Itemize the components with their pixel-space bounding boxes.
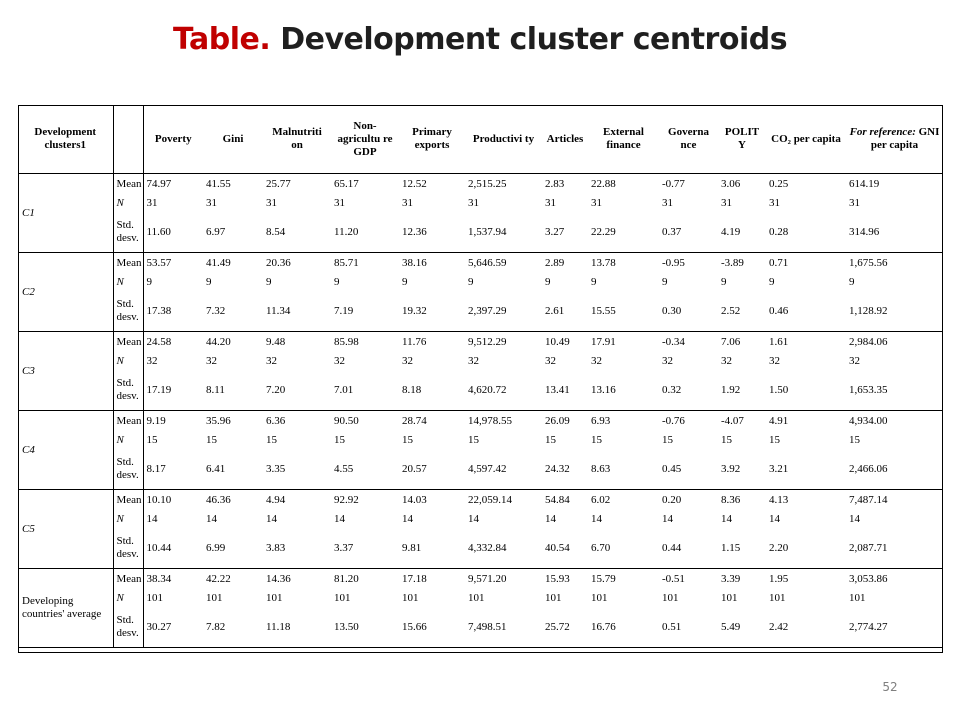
value-cell: 14 [662, 513, 673, 525]
value-cell: 2,466.06 [846, 449, 943, 490]
value-cell: 14 [849, 513, 860, 525]
value-cell: 4.13 [769, 494, 789, 506]
header-col: Poverty [143, 105, 203, 174]
value-cell: 13.16 [588, 370, 659, 411]
value-cell: 32 [769, 355, 780, 367]
value-cell: 11.34 [263, 291, 331, 332]
value-cell: 8.18 [399, 370, 465, 411]
title-prefix: Table. [172, 22, 271, 57]
value-cell: 6.93 [591, 415, 611, 427]
value-cell: 42.22 [206, 573, 231, 585]
value-cell: -0.77 [662, 178, 685, 190]
page-number: 52 [882, 680, 898, 694]
header-col: CO₂ per capita [766, 105, 846, 174]
value-cell: 101 [721, 592, 738, 604]
value-cell: 2,397.29 [465, 291, 542, 332]
value-cell: 32 [662, 355, 673, 367]
value-cell: 15 [402, 434, 413, 446]
value-cell: 7,487.14 [849, 494, 888, 506]
value-cell: 0.71 [769, 257, 789, 269]
value-cell: 9 [146, 276, 152, 288]
value-cell: 314.96 [846, 212, 943, 253]
value-cell: 85.98 [334, 336, 359, 348]
value-cell: 8.63 [588, 449, 659, 490]
value-cell: 17.38 [143, 291, 203, 332]
table-row [18, 174, 943, 195]
value-cell: 3.27 [542, 212, 588, 253]
cluster-label: C4 [18, 411, 113, 490]
table-row [18, 253, 943, 274]
value-cell: 3,053.86 [849, 573, 888, 585]
stat-label: N [113, 352, 143, 370]
value-cell: 32 [206, 355, 217, 367]
value-cell: 25.77 [266, 178, 291, 190]
value-cell: 4.94 [266, 494, 286, 506]
table-row [18, 411, 943, 432]
value-cell: 1.92 [718, 370, 766, 411]
value-cell: 14 [402, 513, 413, 525]
value-cell: 14 [591, 513, 602, 525]
value-cell: 6.99 [203, 528, 263, 569]
value-cell: 16.76 [588, 607, 659, 648]
value-cell: 17.19 [143, 370, 203, 411]
header-row [18, 105, 943, 174]
table-row [18, 569, 943, 590]
table-row [18, 291, 943, 332]
value-cell: 14 [266, 513, 277, 525]
stat-label: Mean [113, 411, 143, 432]
value-cell: 15.66 [399, 607, 465, 648]
value-cell: 12.36 [399, 212, 465, 253]
value-cell: 2.42 [766, 607, 846, 648]
page-title [0, 22, 960, 57]
value-cell: 32 [591, 355, 602, 367]
value-cell: 14 [146, 513, 158, 525]
header-ref-rest: GNI per capita [870, 126, 940, 151]
value-cell: 101 [769, 592, 786, 604]
value-cell: 32 [468, 355, 479, 367]
value-cell: 28.74 [402, 415, 427, 427]
value-cell: -0.51 [662, 573, 685, 585]
value-cell: 4,597.42 [465, 449, 542, 490]
stat-label: N [113, 510, 143, 528]
value-cell: 24.58 [146, 336, 172, 348]
value-cell: 15 [662, 434, 673, 446]
value-cell: 15 [206, 434, 217, 446]
value-cell: 14 [721, 513, 732, 525]
value-cell: 32 [334, 355, 345, 367]
header-col: POLIT Y [718, 105, 766, 174]
value-cell: 31 [849, 197, 860, 209]
value-cell: 85.71 [334, 257, 359, 269]
value-cell: -0.34 [662, 336, 685, 348]
value-cell: 14 [206, 513, 217, 525]
value-cell: 32 [402, 355, 413, 367]
stat-label: Std. desv. [113, 449, 143, 490]
table-row [18, 490, 943, 511]
value-cell: 9 [591, 276, 597, 288]
value-cell: -0.95 [662, 257, 685, 269]
value-cell: 2.89 [545, 257, 565, 269]
value-cell: 10.44 [143, 528, 203, 569]
value-cell: 9 [769, 276, 775, 288]
value-cell: 3.92 [718, 449, 766, 490]
header-cluster: Development clusters1 [18, 105, 113, 174]
value-cell: 1.61 [769, 336, 789, 348]
value-cell: 14 [769, 513, 780, 525]
value-cell: 92.92 [334, 494, 359, 506]
value-cell: 65.17 [334, 178, 359, 190]
value-cell: 4.55 [331, 449, 399, 490]
value-cell: 0.25 [769, 178, 789, 190]
value-cell: 11.18 [263, 607, 331, 648]
cluster-label: C3 [18, 332, 113, 411]
value-cell: 101 [402, 592, 419, 604]
header-col: Non- agricultu re GDP [331, 105, 399, 174]
value-cell: 1.50 [766, 370, 846, 411]
value-cell: 2,774.27 [846, 607, 943, 648]
value-cell: 12.52 [402, 178, 427, 190]
value-cell: 2.83 [545, 178, 565, 190]
table-body [18, 174, 943, 648]
value-cell: 7.01 [331, 370, 399, 411]
value-cell: 32 [721, 355, 732, 367]
value-cell: 8.17 [143, 449, 203, 490]
stat-label: N [113, 589, 143, 607]
value-cell: 31 [334, 197, 345, 209]
value-cell: 15.93 [545, 573, 570, 585]
value-cell: 0.44 [659, 528, 718, 569]
value-cell: 0.30 [659, 291, 718, 332]
value-cell: 0.32 [659, 370, 718, 411]
value-cell: 31 [402, 197, 413, 209]
value-cell: 1,128.92 [846, 291, 943, 332]
stat-label: Std. desv. [113, 370, 143, 411]
value-cell: 9.81 [399, 528, 465, 569]
value-cell: 31 [468, 197, 479, 209]
header-ref-italic: For reference: [849, 126, 916, 138]
value-cell: 9.48 [266, 336, 286, 348]
header-col: Productivi ty [465, 105, 542, 174]
value-cell: 9 [721, 276, 727, 288]
value-cell: 31 [146, 197, 158, 209]
value-cell: 14.03 [402, 494, 427, 506]
value-cell: 31 [769, 197, 780, 209]
value-cell: -0.76 [662, 415, 685, 427]
value-cell: 14 [545, 513, 556, 525]
value-cell: 13.78 [591, 257, 616, 269]
table-row [18, 370, 943, 411]
value-cell: 15 [334, 434, 345, 446]
value-cell: 35.96 [206, 415, 231, 427]
value-cell: 31 [591, 197, 602, 209]
value-cell: 15 [468, 434, 479, 446]
value-cell: 74.97 [146, 178, 172, 190]
cluster-label: C1 [18, 174, 113, 253]
table-row [18, 273, 943, 291]
value-cell: 0.45 [659, 449, 718, 490]
value-cell: 22.88 [591, 178, 616, 190]
value-cell: 8.11 [203, 370, 263, 411]
value-cell: 6.97 [203, 212, 263, 253]
table-row [18, 352, 943, 370]
value-cell: 31 [662, 197, 673, 209]
value-cell: 0.46 [766, 291, 846, 332]
value-cell: 38.34 [146, 573, 172, 585]
value-cell: 54.84 [545, 494, 570, 506]
value-cell: 26.09 [545, 415, 570, 427]
value-cell: 2.52 [718, 291, 766, 332]
value-cell: 15 [591, 434, 602, 446]
value-cell: 20.36 [266, 257, 291, 269]
value-cell: 9 [849, 276, 855, 288]
stat-label: Mean [113, 490, 143, 511]
value-cell: 9 [545, 276, 551, 288]
value-cell: 13.50 [331, 607, 399, 648]
value-cell: 32 [146, 355, 158, 367]
stat-label: N [113, 431, 143, 449]
value-cell: 15 [769, 434, 780, 446]
value-cell: -3.89 [721, 257, 744, 269]
stat-label: Std. desv. [113, 528, 143, 569]
value-cell: 20.57 [399, 449, 465, 490]
value-cell: 9,571.20 [468, 573, 507, 585]
value-cell: 4,934.00 [849, 415, 888, 427]
value-cell: 22.29 [588, 212, 659, 253]
value-cell: 2,984.06 [849, 336, 888, 348]
value-cell: 2.61 [542, 291, 588, 332]
stat-label: Mean [113, 253, 143, 274]
value-cell: 8.54 [263, 212, 331, 253]
value-cell: 7.82 [203, 607, 263, 648]
value-cell: 30.27 [143, 607, 203, 648]
value-cell: 7.19 [331, 291, 399, 332]
value-cell: 4.19 [718, 212, 766, 253]
table-row [18, 589, 943, 607]
value-cell: 9 [266, 276, 272, 288]
header-col: Governa nce [659, 105, 718, 174]
value-cell: 7.20 [263, 370, 331, 411]
value-cell: 0.37 [659, 212, 718, 253]
value-cell: 4.91 [769, 415, 789, 427]
value-cell: 17.18 [402, 573, 427, 585]
value-cell: 14 [334, 513, 345, 525]
stat-label: Std. desv. [113, 212, 143, 253]
value-cell: 31 [266, 197, 277, 209]
value-cell: 32 [545, 355, 556, 367]
table-row [18, 194, 943, 212]
value-cell: 15 [721, 434, 732, 446]
table-row [18, 528, 943, 569]
centroids-table [18, 105, 943, 648]
value-cell: 6.36 [266, 415, 286, 427]
value-cell: 5.49 [718, 607, 766, 648]
value-cell: 15 [146, 434, 158, 446]
cluster-label: C2 [18, 253, 113, 332]
table-row [18, 332, 943, 353]
value-cell: 11.76 [402, 336, 427, 348]
value-cell: 2,087.71 [846, 528, 943, 569]
cluster-label: Developing countries' average [18, 569, 113, 648]
value-cell: 40.54 [542, 528, 588, 569]
header-col: Malnutriti on [263, 105, 331, 174]
value-cell: 2,515.25 [468, 178, 507, 190]
value-cell: 11.20 [331, 212, 399, 253]
header-col: External finance [588, 105, 659, 174]
table-row [18, 449, 943, 490]
value-cell: 101 [334, 592, 351, 604]
value-cell: 101 [146, 592, 163, 604]
value-cell: 44.20 [206, 336, 231, 348]
value-cell: 9 [402, 276, 408, 288]
value-cell: 7,498.51 [465, 607, 542, 648]
value-cell: 3.21 [766, 449, 846, 490]
value-cell: 101 [662, 592, 679, 604]
value-cell: 1,537.94 [465, 212, 542, 253]
value-cell: 6.70 [588, 528, 659, 569]
value-cell: 46.36 [206, 494, 231, 506]
value-cell: 3.39 [721, 573, 741, 585]
value-cell: 6.41 [203, 449, 263, 490]
table-row [18, 431, 943, 449]
value-cell: 101 [545, 592, 562, 604]
value-cell: 3.06 [721, 178, 741, 190]
value-cell: 3.35 [263, 449, 331, 490]
value-cell: 53.57 [146, 257, 172, 269]
stat-label: Std. desv. [113, 607, 143, 648]
value-cell: 25.72 [542, 607, 588, 648]
value-cell: 101 [206, 592, 223, 604]
cluster-label: C5 [18, 490, 113, 569]
value-cell: 614.19 [849, 178, 880, 190]
value-cell: 9 [334, 276, 340, 288]
value-cell: 15 [266, 434, 277, 446]
stat-label: Std. desv. [113, 291, 143, 332]
value-cell: 31 [545, 197, 556, 209]
value-cell: 38.16 [402, 257, 427, 269]
value-cell: 31 [206, 197, 217, 209]
value-cell: 32 [849, 355, 860, 367]
stat-label: Mean [113, 174, 143, 195]
value-cell: 7.32 [203, 291, 263, 332]
value-cell: 15 [849, 434, 860, 446]
value-cell: 101 [468, 592, 485, 604]
value-cell: 15.79 [591, 573, 616, 585]
value-cell: 8.36 [721, 494, 741, 506]
value-cell: 0.51 [659, 607, 718, 648]
value-cell: 81.20 [334, 573, 359, 585]
value-cell: 3.83 [263, 528, 331, 569]
value-cell: 0.28 [766, 212, 846, 253]
value-cell: 15 [545, 434, 556, 446]
stat-label: N [113, 273, 143, 291]
value-cell: 10.49 [545, 336, 570, 348]
stat-label: N [113, 194, 143, 212]
value-cell: 4,332.84 [465, 528, 542, 569]
value-cell: 3.37 [331, 528, 399, 569]
value-cell: 10.10 [146, 494, 172, 506]
header-col: Primary exports [399, 105, 465, 174]
value-cell: 24.32 [542, 449, 588, 490]
value-cell: 101 [266, 592, 283, 604]
value-cell: 32 [266, 355, 277, 367]
value-cell: 15.55 [588, 291, 659, 332]
value-cell: 41.49 [206, 257, 231, 269]
value-cell: 9,512.29 [468, 336, 507, 348]
header-reference [846, 105, 943, 174]
value-cell: 11.60 [143, 212, 203, 253]
value-cell: 17.91 [591, 336, 616, 348]
value-cell: 4,620.72 [465, 370, 542, 411]
table-row [18, 510, 943, 528]
value-cell: 19.32 [399, 291, 465, 332]
value-cell: 9.19 [146, 415, 166, 427]
value-cell: 6.02 [591, 494, 611, 506]
header-stat [113, 105, 143, 174]
value-cell: 1.95 [769, 573, 789, 585]
value-cell: -4.07 [721, 415, 744, 427]
value-cell: 14,978.55 [468, 415, 512, 427]
table-row [18, 212, 943, 253]
value-cell: 41.55 [206, 178, 231, 190]
value-cell: 1.15 [718, 528, 766, 569]
value-cell: 9 [468, 276, 474, 288]
title-text: Development cluster centroids [280, 22, 788, 57]
header-col: Articles [542, 105, 588, 174]
value-cell: 0.20 [662, 494, 682, 506]
value-cell: 14 [468, 513, 479, 525]
value-cell: 13.41 [542, 370, 588, 411]
table-row [18, 607, 943, 648]
value-cell: 9 [662, 276, 668, 288]
value-cell: 2.20 [766, 528, 846, 569]
value-cell: 7.06 [721, 336, 741, 348]
value-cell: 101 [591, 592, 608, 604]
value-cell: 1,653.35 [846, 370, 943, 411]
stat-label: Mean [113, 569, 143, 590]
stat-label: Mean [113, 332, 143, 353]
value-cell: 1,675.56 [849, 257, 888, 269]
value-cell: 90.50 [334, 415, 359, 427]
value-cell: 5,646.59 [468, 257, 507, 269]
value-cell: 31 [721, 197, 732, 209]
value-cell: 22,059.14 [468, 494, 512, 506]
header-col: Gini [203, 105, 263, 174]
value-cell: 14.36 [266, 573, 291, 585]
value-cell: 101 [849, 592, 866, 604]
value-cell: 9 [206, 276, 212, 288]
